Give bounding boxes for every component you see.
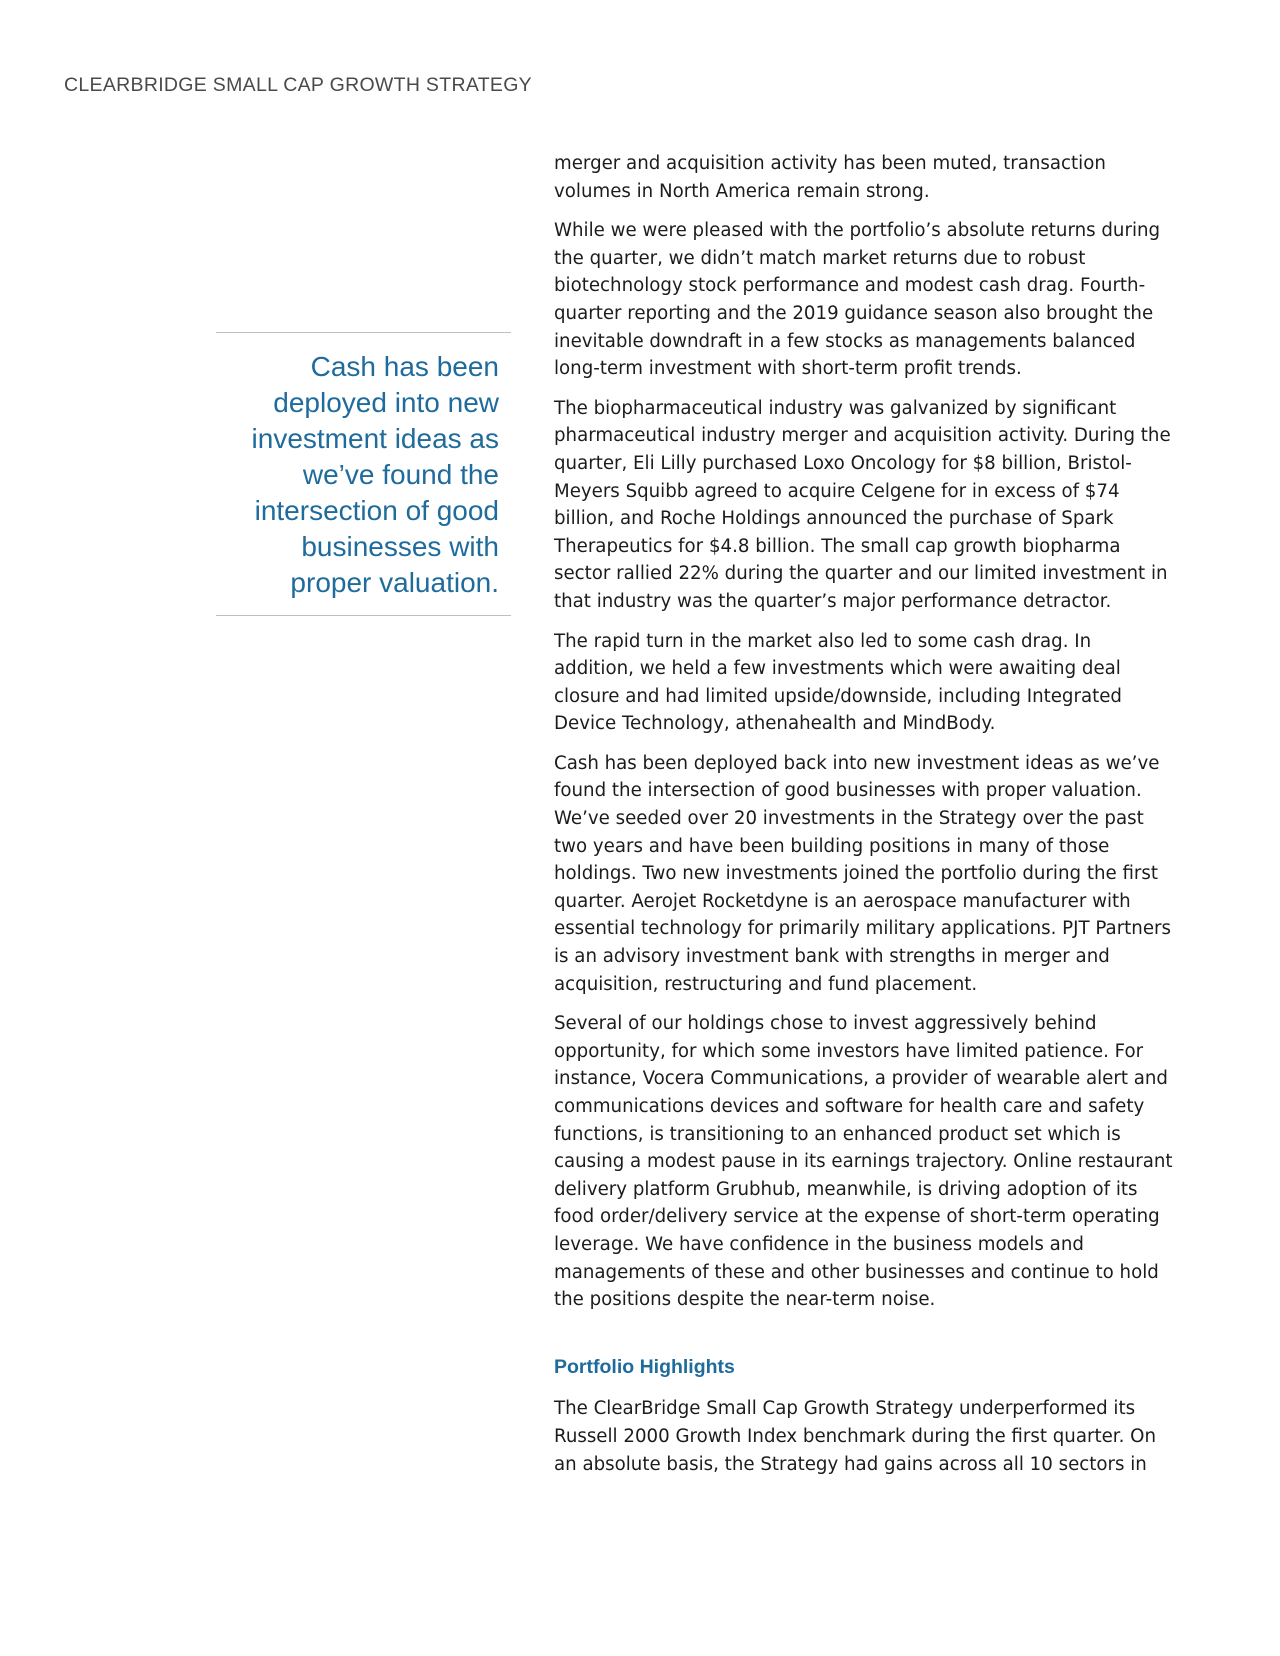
body-paragraph: Cash has been deployed back into new investment ideas as we’ve found the intersection of good businesses with proper valuation. We’ve seeded over 20 investments in the Strategy over the past two years and have been building positions in many of those holdings. Two new investments joined the portfolio during the first quarter. Aerojet Rocketdyne is an aerospace manufacturer with essential technology for primarily military applications. PJT Partners is an advisory investment bank with strengths in merger and acquisition, restructuring and fund placement. bbox=[554, 752, 1171, 995]
body-paragraph: Several of our holdings chose to invest aggressively behind opportunity, for which some investors have limited patience. For instance, Vocera Communications, a provider of wearable alert and communications devices and software for health care and safety functions, is transitioning to an enhanced product set which is causing a modest pause in its earnings trajectory. Online restaurant delivery platform Grubhub, meanwhile, is driving adoption of its food order/delivery service at the expense of short-term operating leverage. We have confidence in the business models and managements of these and other businesses and continue to hold the positions despite the near-term noise. bbox=[554, 1013, 1173, 1311]
body-paragraph: While we were pleased with the portfolio’s absolute returns during the quarter, we didn’t match market returns due to robust biotechnology stock performance and modest cash drag. Fourth-quarter reporting and the 2019 guidance season also brought the inevitable downdraft in a few stocks as managements balanced long-term investment with short-term profit trends. bbox=[554, 220, 1161, 380]
section-paragraph: The ClearBridge Small Cap Growth Strategy underperformed its Russell 2000 Growth Index benchmark during the first quarter. On an absolute basis, the Strategy had gains across all 10 sectors in bbox=[554, 1398, 1156, 1475]
body-column bbox=[554, 150, 1174, 1490]
page-header-title: CLEARBRIDGE SMALL CAP GROWTH STRATEGY bbox=[64, 74, 532, 96]
section-heading: Portfolio Highlights bbox=[554, 1355, 735, 1378]
body-paragraph: The biopharmaceutical industry was galvanized by significant pharmaceutical industry merger and acquisition activity. During the quarter, Eli Lilly purchased Loxo Oncology for $8 billion, Bristol-Meyers Squibb agreed to acquire Celgene for in excess of $74 billion, and Roche Holdings announced the purchase of Spark Therapeutics for $4.8 billion. The small cap growth biopharma sector rallied 22% during the quarter and our limited investment in that industry was the quarter’s major performance detractor. bbox=[554, 397, 1171, 612]
body-paragraph: The rapid turn in the market also led to some cash drag. In addition, we held a few investments which were awaiting deal closure and had limited upside/downside, including Integrated Device Technology, athenahealth and MindBody. bbox=[554, 630, 1122, 735]
body-paragraph: merger and acquisition activity has been muted, transaction volumes in North America remain strong. bbox=[554, 153, 1106, 202]
pull-quote: Cash has been deployed into new investment ideas as we’ve found the intersection of good businesses with proper valuation. bbox=[216, 332, 511, 616]
